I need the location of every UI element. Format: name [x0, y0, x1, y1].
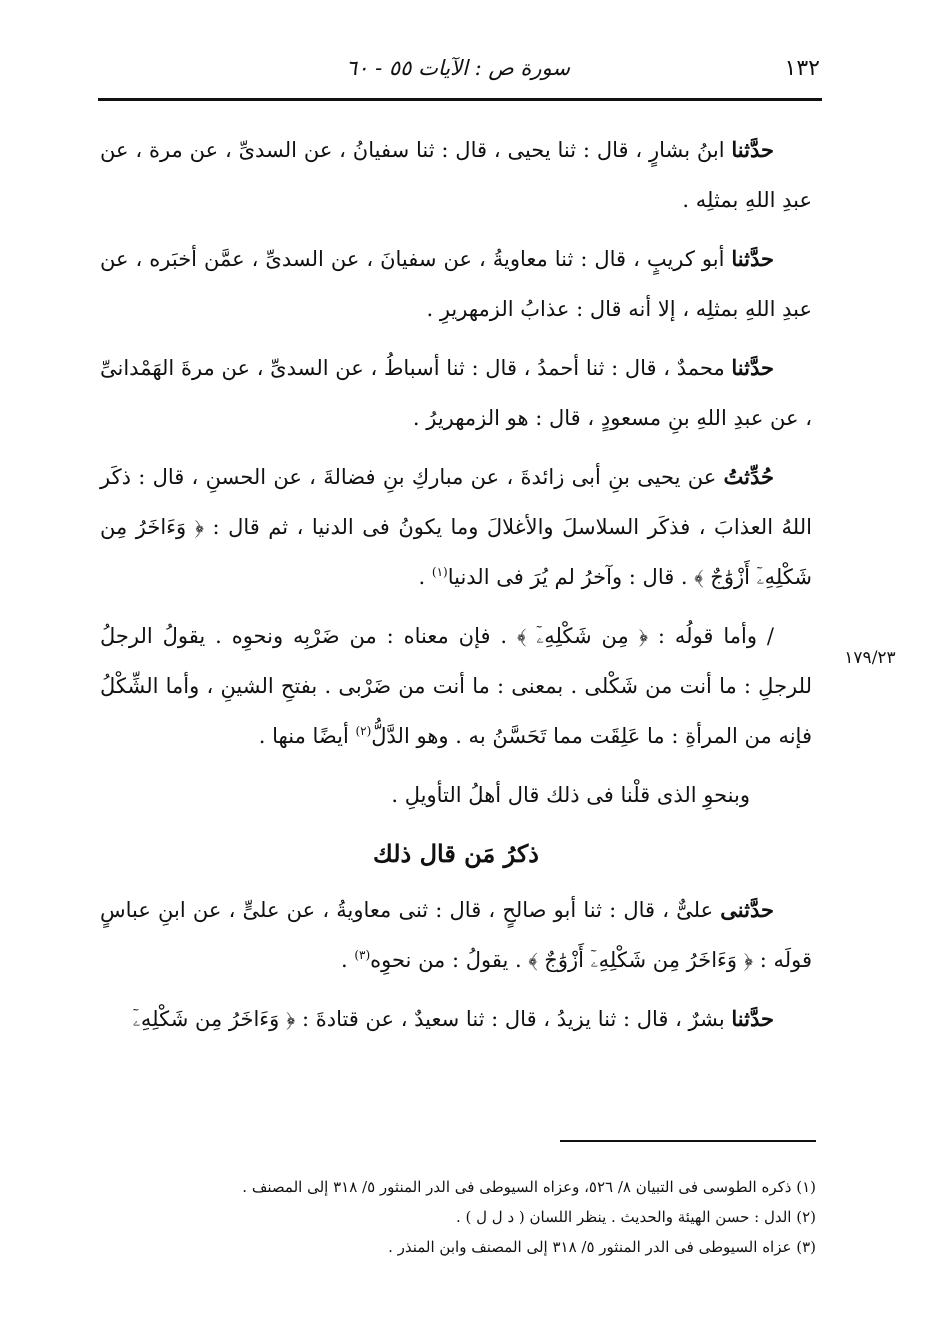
paragraph-1	[100, 125, 812, 225]
main-text	[100, 125, 812, 1053]
paragraph-3	[100, 343, 812, 443]
header-rule	[98, 98, 822, 101]
footnote-3: (٣) عزاه السيوطى فى الدر المنثور ٥/ ٣١٨ إلى المصنف وابن المنذر .	[388, 1238, 816, 1256]
paragraph-text: علىٌّ ، قال : ثنا أبو صالحٍ ، قال : ثنى معاويةُ ، عن علىٍّ ، عن ابنِ عباسٍ قولَه : ﴿ وَءَاخَرُ مِن شَكْلِهِۦٓ أَزْوَٰجٌ ﴾ . يقولُ : من نحوِه	[100, 898, 812, 972]
paragraph-text: عن يحيى بنِ أبى زائدةَ ، عن مباركِ بنِ فضالةَ ، عن الحسنِ ، قال : ذكَر اللهُ العذابَ ، فذكَر السلاسلَ والأغلالَ وما يكونُ فى الدنيا ، ثم قال : ﴿ وَءَاخَرُ مِن شَكْلِهِۦٓ أَزْوَٰجٌ ﴾ . قال : وآخرُ لم يُرَ فى الدنيا	[100, 465, 812, 589]
lead-word: حدَّثنا	[731, 246, 774, 271]
running-head	[100, 50, 820, 90]
paragraph-6	[100, 770, 812, 820]
footnote-marker-3[interactable]: (٣)	[354, 948, 371, 962]
running-title: سورة ص : الآيات ٥٥ - ٦٠	[345, 56, 570, 80]
paragraph-text: وبنحوِ الذى قلْنا فى ذلك قال أهلُ التأويلِ .	[391, 783, 750, 807]
paragraph-text: محمدٌ ، قال : ثنا أحمدُ ، قال : ثنا أسباطُ ، عن السدىِّ ، عن مرةَ الهَمْدانىِّ ، عن عبدِ اللهِ بنِ مسعودٍ ، قال : هو الزمهريرُ .	[100, 356, 812, 430]
section-heading: ذكرُ مَن قال ذلك	[373, 839, 539, 868]
paragraph-text: / وأما قولُه : ﴿ مِن شَكْلِهِۦٓ ﴾ . فإن معناه : من ضَرْبِه ونحوِه . يقولُ الرجلُ للرجلِ : ما أنت من شَكْلى . بمعنى : ما أنت من ضَرْبى . بفتحِ الشينِ ، وأما الشِّكْلُ فإنه من المرأةِ : ما عَلِقَت مما تَحَسَّنُ به . وهو الدَّلُّ	[100, 624, 812, 748]
paragraph-7	[100, 885, 812, 985]
lead-word: حُدِّثتُ	[723, 464, 774, 489]
paragraph-4	[100, 452, 812, 602]
paragraph-text: ابنُ بشارٍ ، قال : ثنا يحيى ، قال : ثنا سفيانُ ، عن السدىِّ ، عن مرة ، عن عبدِ اللهِ بمثلِه .	[100, 138, 812, 212]
paragraph-8	[100, 994, 812, 1044]
lead-word: حدَّثنا	[731, 355, 774, 380]
paragraph-tail: أيضًا منها .	[258, 724, 356, 748]
paragraph-tail: .	[340, 948, 355, 972]
footnotes	[120, 1172, 816, 1262]
paragraph-2	[100, 234, 812, 334]
paragraph-text: بشرٌ ، قال : ثنا يزيدُ ، قال : ثنا سعيدٌ ، عن قتادةَ : ﴿ وَءَاخَرُ مِن شَكْلِهِۦٓ	[132, 1007, 732, 1031]
margin-reference: ١٧٩/٢٣	[844, 648, 896, 668]
footnote-2: (٢) الدل : حسن الهيئة والحديث . ينظر اللسان ( د ل ل ) .	[455, 1208, 816, 1226]
lead-word: حدَّثنى	[720, 897, 774, 922]
lead-word: حدَّثنا	[731, 137, 774, 162]
footnote-marker-2[interactable]: (٢)	[355, 724, 372, 738]
lead-word: حدَّثنا	[731, 1006, 774, 1031]
paragraph-tail: .	[418, 565, 432, 589]
footnote-1: (١) ذكره الطوسى فى التبيان ٨/ ٥٢٦، وعزاه السيوطى فى الدر المنثور ٥/ ٣١٨ إلى المصنف .	[242, 1178, 816, 1196]
footnote-rule	[560, 1140, 816, 1142]
paragraph-5	[100, 611, 812, 761]
page-number: ١٣٢	[784, 56, 820, 81]
footnote-marker-1[interactable]: (١)	[431, 565, 448, 579]
paragraph-text: أبو كريبٍ ، قال : ثنا معاويةُ ، عن سفيانَ ، عن السدىِّ ، عمَّن أخبَره ، عن عبدِ اللهِ بمثلِه ، إلا أنه قال : عذابُ الزمهريرِ .	[100, 247, 812, 321]
